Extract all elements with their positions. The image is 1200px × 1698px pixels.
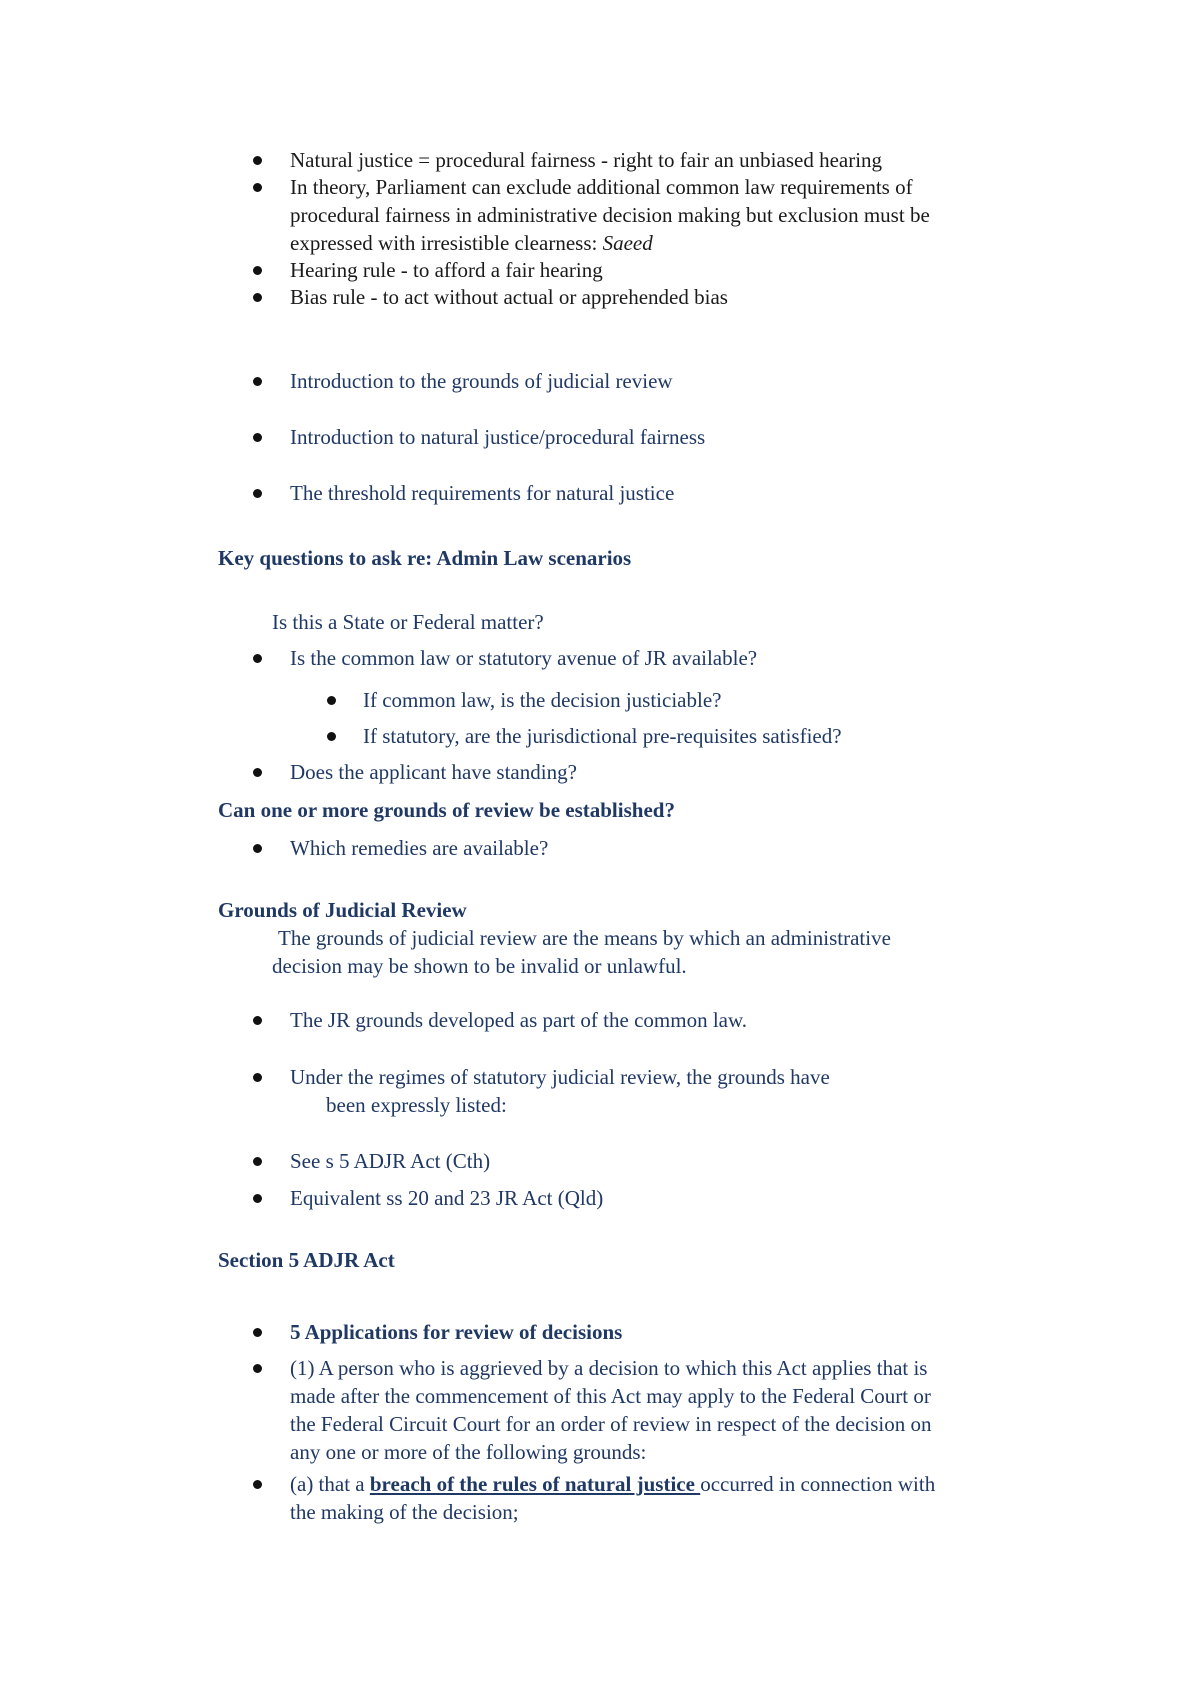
bullet <box>253 1480 262 1489</box>
parliament-exclusion-line-1: In theory, Parliament can exclude additional common law requirements of <box>290 175 913 199</box>
bullet <box>253 1073 262 1082</box>
natural-justice-link[interactable]: breach of the rules of natural justice <box>369 1472 701 1496</box>
bullet <box>253 377 262 386</box>
case-name-saeed: Saeed <box>602 231 653 255</box>
section5-ground-a-line-1 <box>290 1470 935 1498</box>
section5-ground-a-line-2: the making of the decision; <box>290 1500 519 1524</box>
bullet <box>253 183 262 192</box>
grounds-established-heading: Can one or more grounds of review be established? <box>218 798 675 822</box>
grounds-intro-line-2: decision may be shown to be invalid or unlawful. <box>272 954 687 978</box>
bullet <box>253 654 262 663</box>
section5-heading: Section 5 ADJR Act <box>218 1248 395 1272</box>
parliament-exclusion-line-3 <box>290 229 653 257</box>
hearing-rule: Hearing rule - to afford a fair hearing <box>290 258 603 282</box>
grounds-heading: Grounds of Judicial Review <box>218 898 467 922</box>
grounds-statutory-line-1: Under the regimes of statutory judicial review, the grounds have <box>290 1065 830 1089</box>
section5-subsection-line-3: the Federal Circuit Court for an order of review in respect of the decision on <box>290 1412 932 1436</box>
question-remedies: Which remedies are available? <box>290 836 549 860</box>
bullet <box>253 768 262 777</box>
bullet <box>253 156 262 165</box>
section5-subsection-line-4: any one or more of the following grounds: <box>290 1440 647 1464</box>
question-standing: Does the applicant have standing? <box>290 760 577 784</box>
bullet <box>253 489 262 498</box>
bullet <box>327 696 336 705</box>
grounds-adjr-reference: See s 5 ADJR Act (Cth) <box>290 1149 491 1173</box>
question-statutory: If statutory, are the jurisdictional pre-requisites satisfied? <box>363 724 842 748</box>
topic-item: Introduction to natural justice/procedural fairness <box>290 425 706 449</box>
bullet <box>253 1016 262 1025</box>
grounds-jr-act-reference: Equivalent ss 20 and 23 JR Act (Qld) <box>290 1186 604 1210</box>
grounds-statutory-line-2: been expressly listed: <box>326 1093 507 1117</box>
exclusion-text: expressed with irresistible clearness: <box>290 231 603 255</box>
topic-item: The threshold requirements for natural justice <box>290 481 675 505</box>
bullet <box>253 1364 262 1373</box>
question-avenue: Is the common law or statutory avenue of JR available? <box>290 646 758 670</box>
bullet <box>327 732 336 741</box>
bullet <box>253 1194 262 1203</box>
bullet <box>253 293 262 302</box>
grounds-common-law: The JR grounds developed as part of the common law. <box>290 1008 748 1032</box>
question-state-federal: Is this a State or Federal matter? <box>272 610 544 634</box>
ground-a-prefix: (a) that a <box>290 1472 370 1496</box>
topic-item: Introduction to the grounds of judicial review <box>290 369 673 393</box>
bullet <box>253 266 262 275</box>
bias-rule: Bias rule - to act without actual or apprehended bias <box>290 285 728 309</box>
section5-title: 5 Applications for review of decisions <box>290 1320 623 1344</box>
grounds-intro-line-1: The grounds of judicial review are the means by which an administrative <box>278 926 891 950</box>
ground-a-suffix: occurred in connection with <box>700 1472 936 1496</box>
bullet <box>253 844 262 853</box>
section5-subsection-line-2: made after the commencement of this Act may apply to the Federal Court or <box>290 1384 931 1408</box>
bullet <box>253 1157 262 1166</box>
section5-subsection-line-1: (1) A person who is aggrieved by a decision to which this Act applies that is <box>290 1356 928 1380</box>
natural-justice-definition: Natural justice = procedural fairness - right to fair an unbiased hearing <box>290 148 883 172</box>
parliament-exclusion-line-2: procedural fairness in administrative decision making but exclusion must be <box>290 203 930 227</box>
question-common-law: If common law, is the decision justiciable? <box>363 688 722 712</box>
bullet <box>253 1328 262 1337</box>
bullet <box>253 433 262 442</box>
key-questions-heading: Key questions to ask re: Admin Law scenarios <box>218 546 632 570</box>
